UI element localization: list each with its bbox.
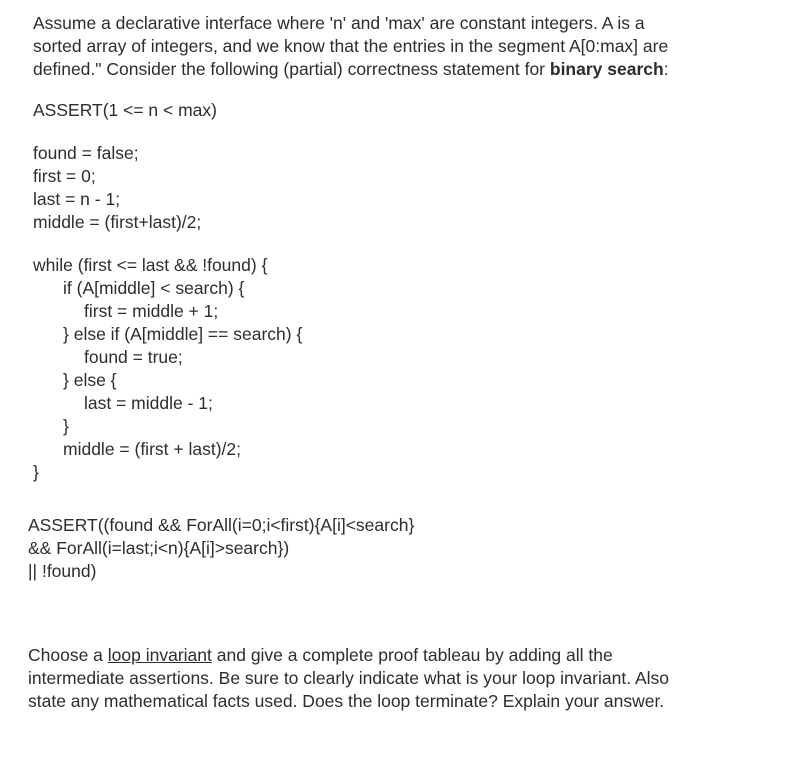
inner-close-brace: }: [63, 416, 69, 436]
question-line-3: state any mathematical facts used. Does the loop terminate? Explain your answer.: [28, 691, 665, 711]
question-line-1: [28, 644, 768, 667]
question-line-2: intermediate assertions. Be sure to clearly indicate what is your loop invariant. Also: [28, 668, 670, 688]
question-line-1-end: and give a complete proof tableau by adding all the: [211, 645, 613, 665]
init-line: middle = (first+last)/2;: [33, 212, 202, 232]
intro-paragraph: [33, 12, 763, 81]
init-line: last = n - 1;: [33, 189, 121, 209]
post-line: && ForAll(i=last;i<n){A[i]>search}): [28, 538, 290, 558]
intro-line-3-end: :: [663, 59, 669, 79]
loop-invariant-link[interactable]: loop invariant: [107, 645, 212, 665]
else-if-body: found = true;: [84, 347, 183, 367]
while-loop-code: [33, 254, 302, 484]
precondition-assert: [33, 99, 217, 122]
middle-update: middle = (first + last)/2;: [63, 439, 241, 459]
postcondition-assert: [28, 514, 414, 583]
precondition-text: ASSERT(1 <= n < max): [33, 100, 217, 120]
init-line: found = false;: [33, 143, 139, 163]
intro-line-3: [33, 58, 763, 81]
intro-line-3-text: defined." Consider the following (partial) correctness statement for: [33, 59, 550, 79]
intro-line-2: sorted array of integers, and we know that the entries in the segment A[0:max] are: [33, 36, 669, 56]
initialization-code: [33, 142, 201, 234]
question-paragraph: [28, 644, 768, 713]
else-body: last = middle - 1;: [84, 393, 213, 413]
else-line: } else {: [63, 370, 117, 390]
if-body: first = middle + 1;: [84, 301, 219, 321]
post-line: ASSERT((found && ForAll(i=0;i<first){A[i]<search}: [28, 515, 415, 535]
post-line: || !found): [28, 561, 97, 581]
outer-close-brace: }: [33, 462, 39, 482]
else-if-line: } else if (A[middle] == search) {: [63, 324, 303, 344]
binary-search-term: binary search: [549, 59, 664, 79]
intro-line-1: Assume a declarative interface where 'n' and 'max' are constant integers. A is a: [33, 13, 645, 33]
if-line: if (A[middle] < search) {: [63, 278, 245, 298]
loop-header: while (first <= last && !found) {: [33, 255, 268, 275]
init-line: first = 0;: [33, 166, 96, 186]
question-line-1-start: Choose a: [28, 645, 108, 665]
